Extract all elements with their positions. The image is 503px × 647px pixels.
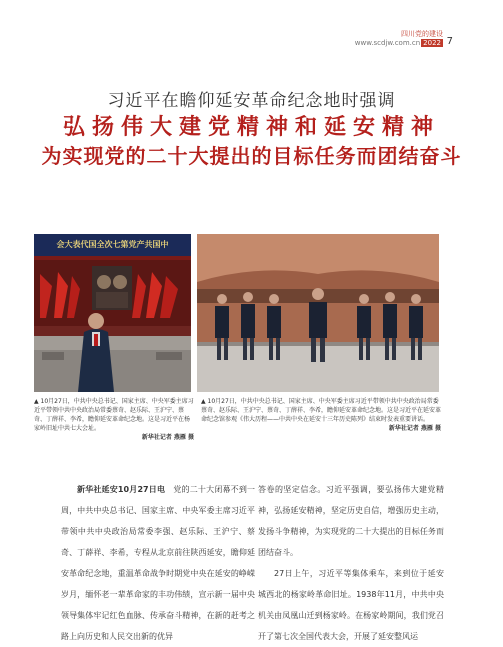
main-title-line2: 为实现党的二十大提出的目标任务而团结奋斗 [41, 144, 462, 168]
brand-name: 四川党的建设 [401, 30, 443, 38]
article-paragraph: 答卷的坚定信念。习近平强调，要弘扬伟大建党精神，弘扬延安精神，坚定历史自信，增强历史主动，发扬斗争精神，为实现党的二十大提出的目标任务而团结奋斗。 [258, 485, 444, 557]
photo-credit-left: 新华社记者 燕雁 摄 [141, 434, 194, 441]
page-number: 7 [446, 36, 453, 47]
article-column-left [61, 479, 255, 647]
article-paragraph: 27日上午，习近平等集体乘车，来到位于延安城西北的杨家岭革命旧址。1938年11月，中共中央机关由凤凰山迁到杨家岭。在杨家岭期间，我们党召开了第七次全国代表大会，开展了延安整风运 [258, 569, 444, 641]
url-badge: 2022 [423, 39, 441, 47]
photo-caption-right [201, 397, 441, 433]
caption-left-text: ▲ 10月27日，中共中央总书记、国家主席、中央军委主席习近平带领中共中央政治局常委蔡奇、赵乐际、王沪宁、蔡奇、丁薛祥、李希，瞻仰延安革命纪念地。这是习近平在杨家岭旧址中共七大会址。 [34, 398, 194, 432]
museum-group-illustration [197, 234, 439, 392]
photo-credit-right: 新华社记者 燕雁 摄 [388, 425, 441, 432]
article-paragraph [61, 479, 255, 647]
photo-congress-hall [34, 234, 191, 392]
paragraph-text: 党的二十大闭幕不到一周，中共中央总书记、国家主席、中央军委主席习近平带领中共中央政治局常委李强、赵乐际、王沪宁、蔡奇、丁薛祥、李希，专程从北京前往陕西延安，瞻仰延安革命纪念地，重温革命战争时期党中央在延安的峥嵘岁月，缅怀老一辈革命家的丰功伟绩，宣示新一届中央领导集体牢记红色血脉、传承奋斗精神，在新的赶考之路上向历史和人民交出新的优异 [61, 485, 256, 641]
brand-url: www.scdjw.com.cn 2022 [354, 39, 441, 47]
article-column-right [258, 479, 444, 647]
magazine-brand [355, 30, 443, 48]
photo-caption-left [34, 397, 194, 442]
hall-banner-text: 会大表代国全次七第党产共国中 [56, 240, 169, 249]
dateline: 新华社延安10月27日电 [77, 485, 166, 494]
photo-museum-group [197, 234, 439, 392]
subhead: 习近平在瞻仰延安革命纪念地时强调 [107, 91, 396, 111]
caption-right-text: ▲ 10月27日，中共中央总书记、国家主席、中央军委主席习近平带领中共中央政治局常委蔡奇、赵乐际、王沪宁、蔡奇、丁薛祥、李希，瞻仰延安革命纪念地。这是习近平在延安革命纪念馆参观《伟大历程——中共中央在延安十三年历史陈列》结束时发表重要讲话。 [201, 398, 442, 423]
congress-hall-illustration [34, 234, 191, 392]
main-title-line1: 弘扬伟大建党精神和延安精神 [62, 114, 440, 140]
